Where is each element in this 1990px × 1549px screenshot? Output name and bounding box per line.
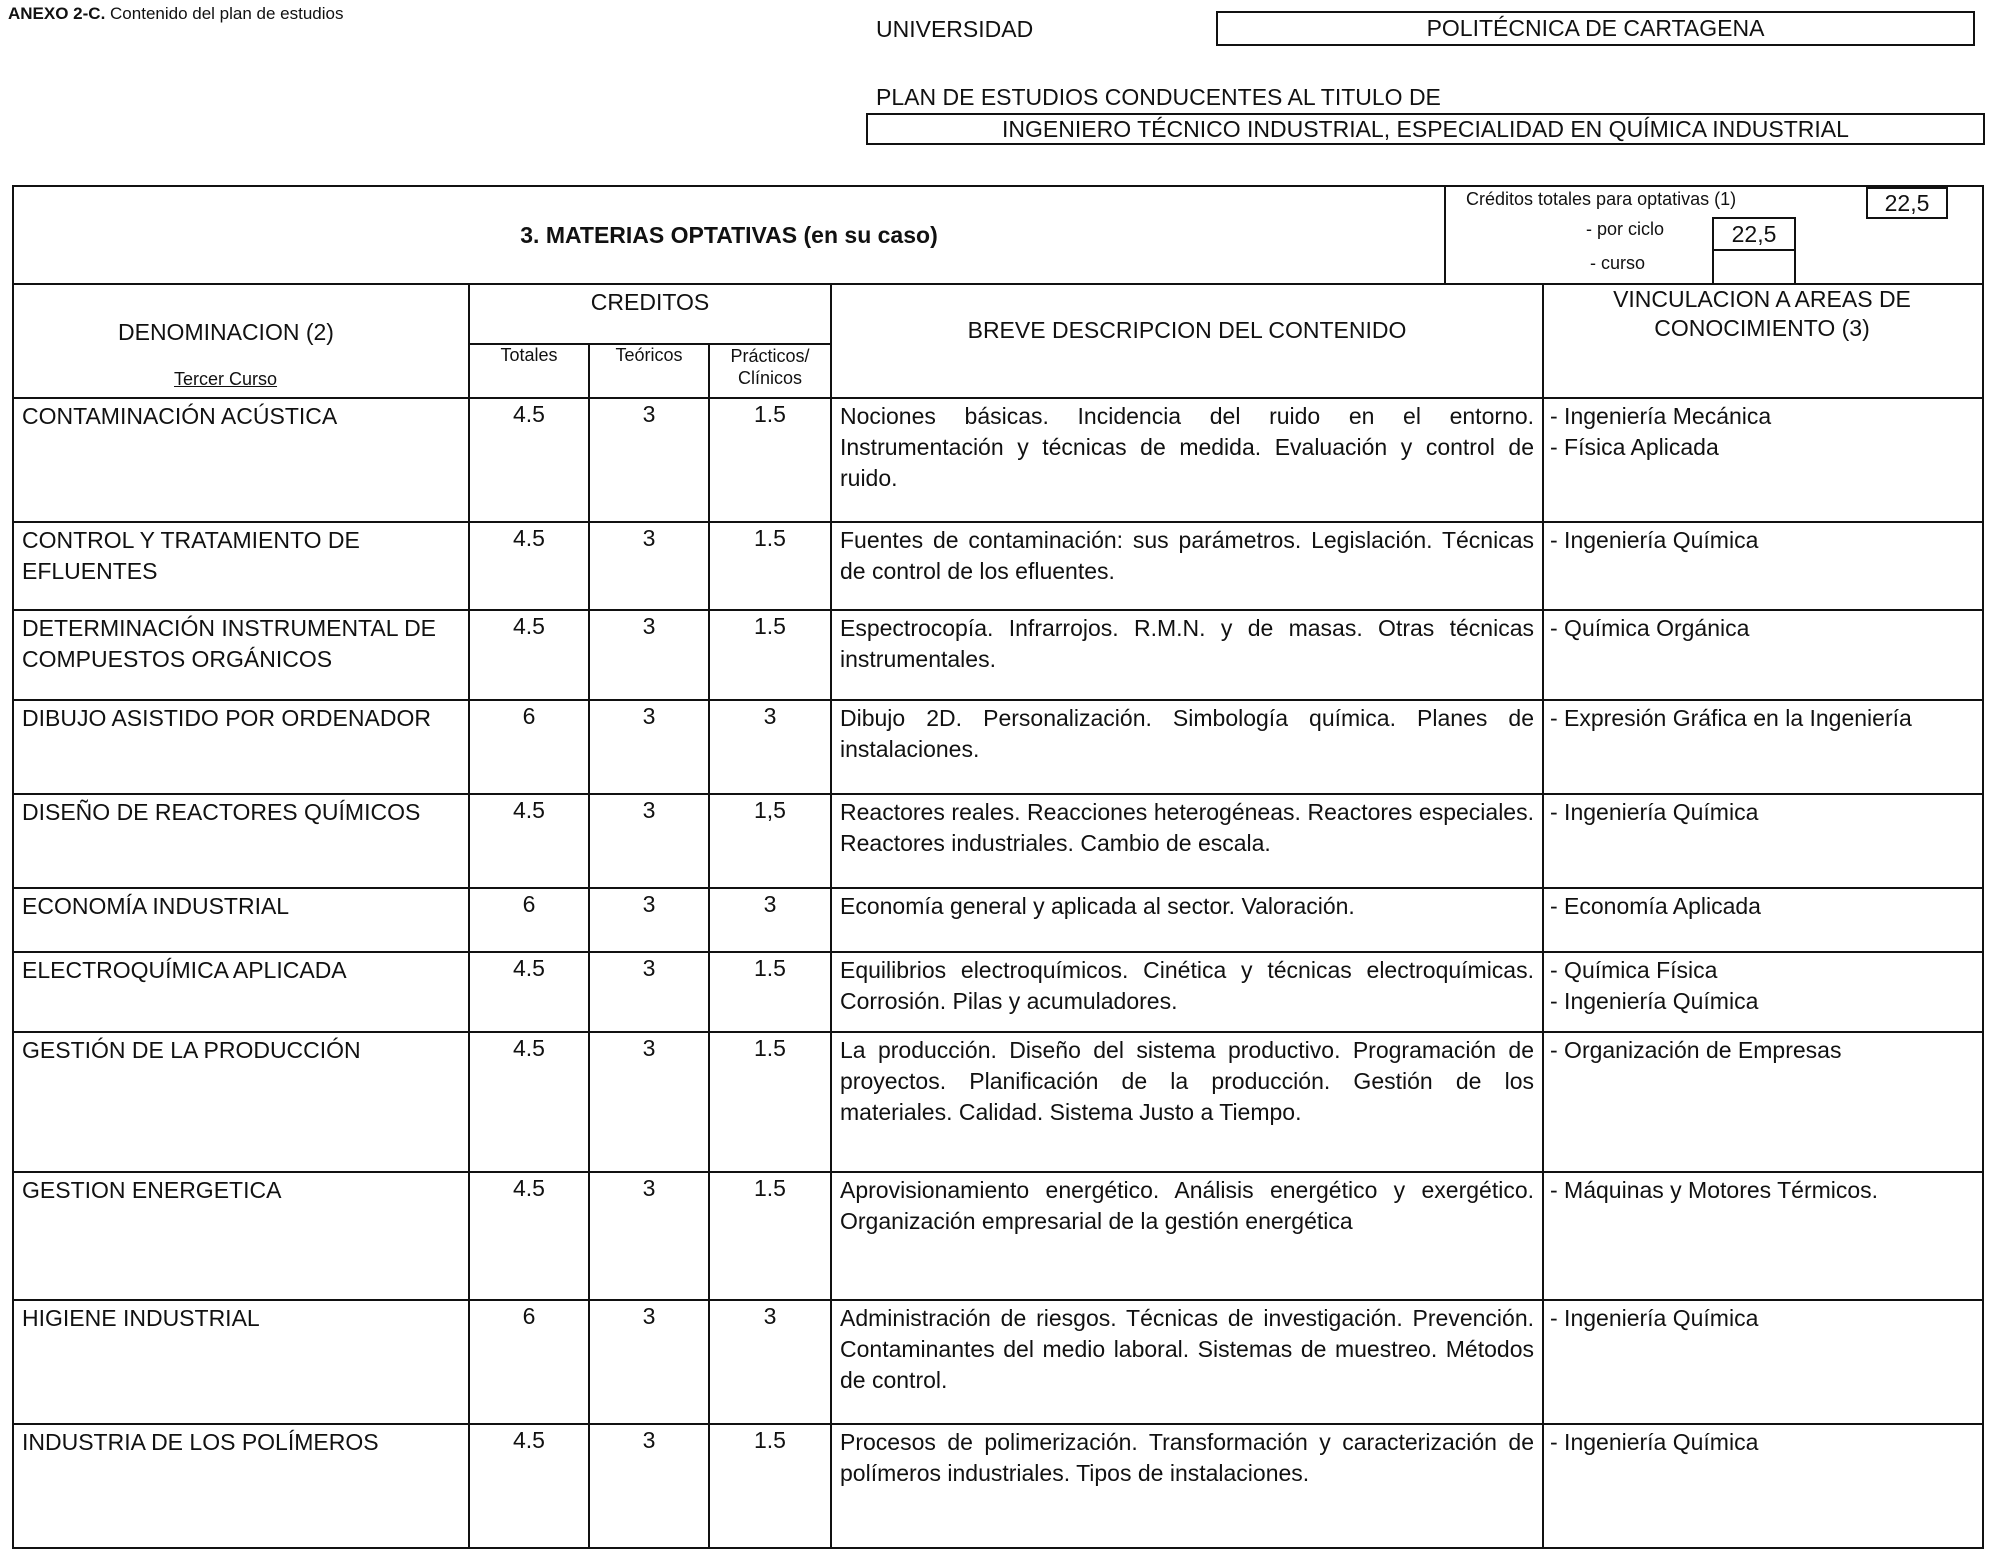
knowledge-area: - Química Orgánica: [1550, 615, 1750, 641]
subject-name: INDUSTRIA DE LOS POLÍMEROS: [14, 1425, 470, 1547]
knowledge-areas: [1544, 953, 1980, 1031]
subject-name: DETERMINACIÓN INSTRUMENTAL DE COMPUESTOS ORGÁNICOS: [14, 611, 470, 699]
knowledge-areas: [1544, 611, 1980, 699]
table-row: [14, 523, 1982, 611]
col-creditos-label: CREDITOS: [470, 285, 830, 345]
knowledge-area: - Ingeniería Química: [1550, 527, 1759, 553]
subject-name: GESTIÓN DE LA PRODUCCIÓN: [14, 1033, 470, 1171]
credits-practice: 1,5: [710, 795, 832, 887]
university-label: UNIVERSIDAD: [876, 16, 1034, 42]
subject-name: GESTION ENERGETICA: [14, 1173, 470, 1299]
course-label: Tercer Curso: [174, 369, 278, 389]
knowledge-area: - Química Física: [1550, 957, 1718, 983]
credits-theory: 3: [590, 1033, 710, 1171]
credits-total: 4.5: [470, 399, 590, 521]
credits-practice: 1.5: [710, 1173, 832, 1299]
credits-total: 4.5: [470, 953, 590, 1031]
credits-total: 6: [470, 1301, 590, 1423]
credits-total: 6: [470, 701, 590, 793]
col-practicos: Prácticos/ Clínicos: [730, 346, 810, 388]
knowledge-areas: [1544, 889, 1980, 951]
credits-total: 4.5: [470, 1425, 590, 1547]
knowledge-areas: [1544, 1033, 1980, 1171]
knowledge-area: - Máquinas y Motores Térmicos.: [1550, 1177, 1879, 1203]
col-teoricos: Teóricos: [590, 345, 710, 397]
knowledge-areas: [1544, 1301, 1980, 1423]
subject-description: Fuentes de contaminación: sus parámetros. Legislación. Técnicas de control de los efluentes.: [832, 523, 1544, 609]
knowledge-area: - Física Aplicada: [1550, 434, 1719, 460]
table-row: [14, 1173, 1982, 1301]
section-title: 3. MATERIAS OPTATIVAS (en su caso): [14, 187, 1446, 283]
optional-subjects-table: [12, 185, 1984, 1549]
degree-title: INGENIERO TÉCNICO INDUSTRIAL, ESPECIALIDAD EN QUÍMICA INDUSTRIAL: [866, 113, 1985, 145]
knowledge-area: - Ingeniería Química: [1550, 1429, 1759, 1455]
credits-practice: 3: [710, 1301, 832, 1423]
col-descripcion-label: BREVE DESCRIPCION DEL CONTENIDO: [967, 317, 1407, 343]
knowledge-areas: [1544, 399, 1980, 521]
subject-name: CONTROL Y TRATAMIENTO DE EFLUENTES: [14, 523, 470, 609]
credits-practice: 1.5: [710, 611, 832, 699]
annex-label: ANEXO 2-C. Contenido del plan de estudios: [8, 4, 344, 23]
subject-name: DISEÑO DE REACTORES QUÍMICOS: [14, 795, 470, 887]
col-denominacion-label: DENOMINACION (2): [118, 319, 334, 345]
knowledge-area: - Economía Aplicada: [1550, 893, 1761, 919]
credits-practice: 1.5: [710, 399, 832, 521]
per-cycle-label: - por ciclo: [1586, 219, 1665, 239]
subject-description: Nociones básicas. Incidencia del ruido en el entorno. Instrumentación y técnicas de medida. Evaluación y control de ruido.: [832, 399, 1544, 521]
table-row: [14, 953, 1982, 1033]
table-row: [14, 889, 1982, 953]
knowledge-area: - Organización de Empresas: [1550, 1037, 1842, 1063]
credits-total: 4.5: [470, 1033, 590, 1171]
credits-practice: 1.5: [710, 1033, 832, 1171]
credits-practice: 1.5: [710, 523, 832, 609]
credits-theory: 3: [590, 523, 710, 609]
col-vinculacion: [1544, 285, 1980, 397]
credits-theory: 3: [590, 701, 710, 793]
section-header: [14, 187, 1982, 285]
subject-description: Dibujo 2D. Personalización. Simbología química. Planes de instalaciones.: [832, 701, 1544, 793]
subject-description: La producción. Diseño del sistema productivo. Programación de proyectos. Planificación de la producción. Gestión de los materiales. Calidad. Sistema Justo a Tiempo.: [832, 1033, 1544, 1171]
col-vinculacion-label: VINCULACION A AREAS DE CONOCIMIENTO (3): [1613, 286, 1911, 341]
credits-total: 4.5: [470, 795, 590, 887]
credits-theory: 3: [590, 399, 710, 521]
col-totales: Totales: [470, 345, 590, 397]
per-course-value: [1712, 249, 1796, 283]
table-row: [14, 1301, 1982, 1425]
credits-total: 6: [470, 889, 590, 951]
table-row: [14, 701, 1982, 795]
subject-description: Economía general y aplicada al sector. Valoración.: [832, 889, 1544, 951]
knowledge-areas: [1544, 1425, 1980, 1547]
credits-total: 4.5: [470, 1173, 590, 1299]
knowledge-area: - Ingeniería Química: [1550, 988, 1759, 1014]
subject-name: HIGIENE INDUSTRIAL: [14, 1301, 470, 1423]
credits-total: 4.5: [470, 611, 590, 699]
knowledge-area: - Ingeniería Mecánica: [1550, 403, 1772, 429]
subject-description: Administración de riesgos. Técnicas de investigación. Prevención. Contaminantes del medio laboral. Sistemas de muestreo. Métodos de control.: [832, 1301, 1544, 1423]
table-body: [14, 399, 1982, 1549]
credits-theory: 3: [590, 795, 710, 887]
credits-total-value: 22,5: [1866, 187, 1948, 219]
knowledge-area: - Ingeniería Química: [1550, 1305, 1759, 1331]
credits-theory: 3: [590, 1173, 710, 1299]
credits-theory: 3: [590, 1301, 710, 1423]
subject-description: Aprovisionamiento energético. Análisis energético y exergético. Organización empresarial de la gestión energética: [832, 1173, 1544, 1299]
credits-summary: [1446, 187, 1982, 283]
credits-practice: 1.5: [710, 1425, 832, 1547]
subject-name: CONTAMINACIÓN ACÚSTICA: [14, 399, 470, 521]
credits-theory: 3: [590, 1425, 710, 1547]
credits-theory: 3: [590, 889, 710, 951]
credits-total-label: Créditos totales para optativas (1): [1466, 189, 1737, 209]
table-row: [14, 1425, 1982, 1549]
knowledge-areas: [1544, 795, 1980, 887]
subject-description: Equilibrios electroquímicos. Cinética y técnicas electroquímicas. Corrosión. Pilas y acumuladores.: [832, 953, 1544, 1031]
col-creditos: [470, 285, 832, 397]
column-headers: [14, 285, 1982, 399]
per-course-label: - curso: [1590, 253, 1646, 273]
subject-name: ELECTROQUÍMICA APLICADA: [14, 953, 470, 1031]
col-descripcion: [832, 285, 1544, 397]
table-row: [14, 399, 1982, 523]
col-denominacion: [14, 285, 470, 397]
subject-name: ECONOMÍA INDUSTRIAL: [14, 889, 470, 951]
knowledge-areas: [1544, 523, 1980, 609]
per-cycle-value: 22,5: [1712, 217, 1796, 251]
knowledge-areas: [1544, 1173, 1980, 1299]
knowledge-area: - Expresión Gráfica en la Ingeniería: [1550, 705, 1912, 731]
credits-total: 4.5: [470, 523, 590, 609]
table-row: [14, 1033, 1982, 1173]
credits-theory: 3: [590, 611, 710, 699]
subject-description: Espectrocopía. Infrarrojos. R.M.N. y de masas. Otras técnicas instrumentales.: [832, 611, 1544, 699]
credits-practice: 1.5: [710, 953, 832, 1031]
credits-practice: 3: [710, 701, 832, 793]
plan-label: PLAN DE ESTUDIOS CONDUCENTES AL TITULO DE: [876, 84, 1441, 110]
knowledge-areas: [1544, 701, 1980, 793]
table-row: [14, 795, 1982, 889]
credits-practice: 3: [710, 889, 832, 951]
university-name: POLITÉCNICA DE CARTAGENA: [1216, 11, 1975, 46]
knowledge-area: - Ingeniería Química: [1550, 799, 1759, 825]
credits-theory: 3: [590, 953, 710, 1031]
subject-name: DIBUJO ASISTIDO POR ORDENADOR: [14, 701, 470, 793]
subject-description: Procesos de polimerización. Transformación y caracterización de polímeros industriales. Tipos de instalaciones.: [832, 1425, 1544, 1547]
subject-description: Reactores reales. Reacciones heterogéneas. Reactores especiales. Reactores industriales. Cambio de escala.: [832, 795, 1544, 887]
table-row: [14, 611, 1982, 701]
